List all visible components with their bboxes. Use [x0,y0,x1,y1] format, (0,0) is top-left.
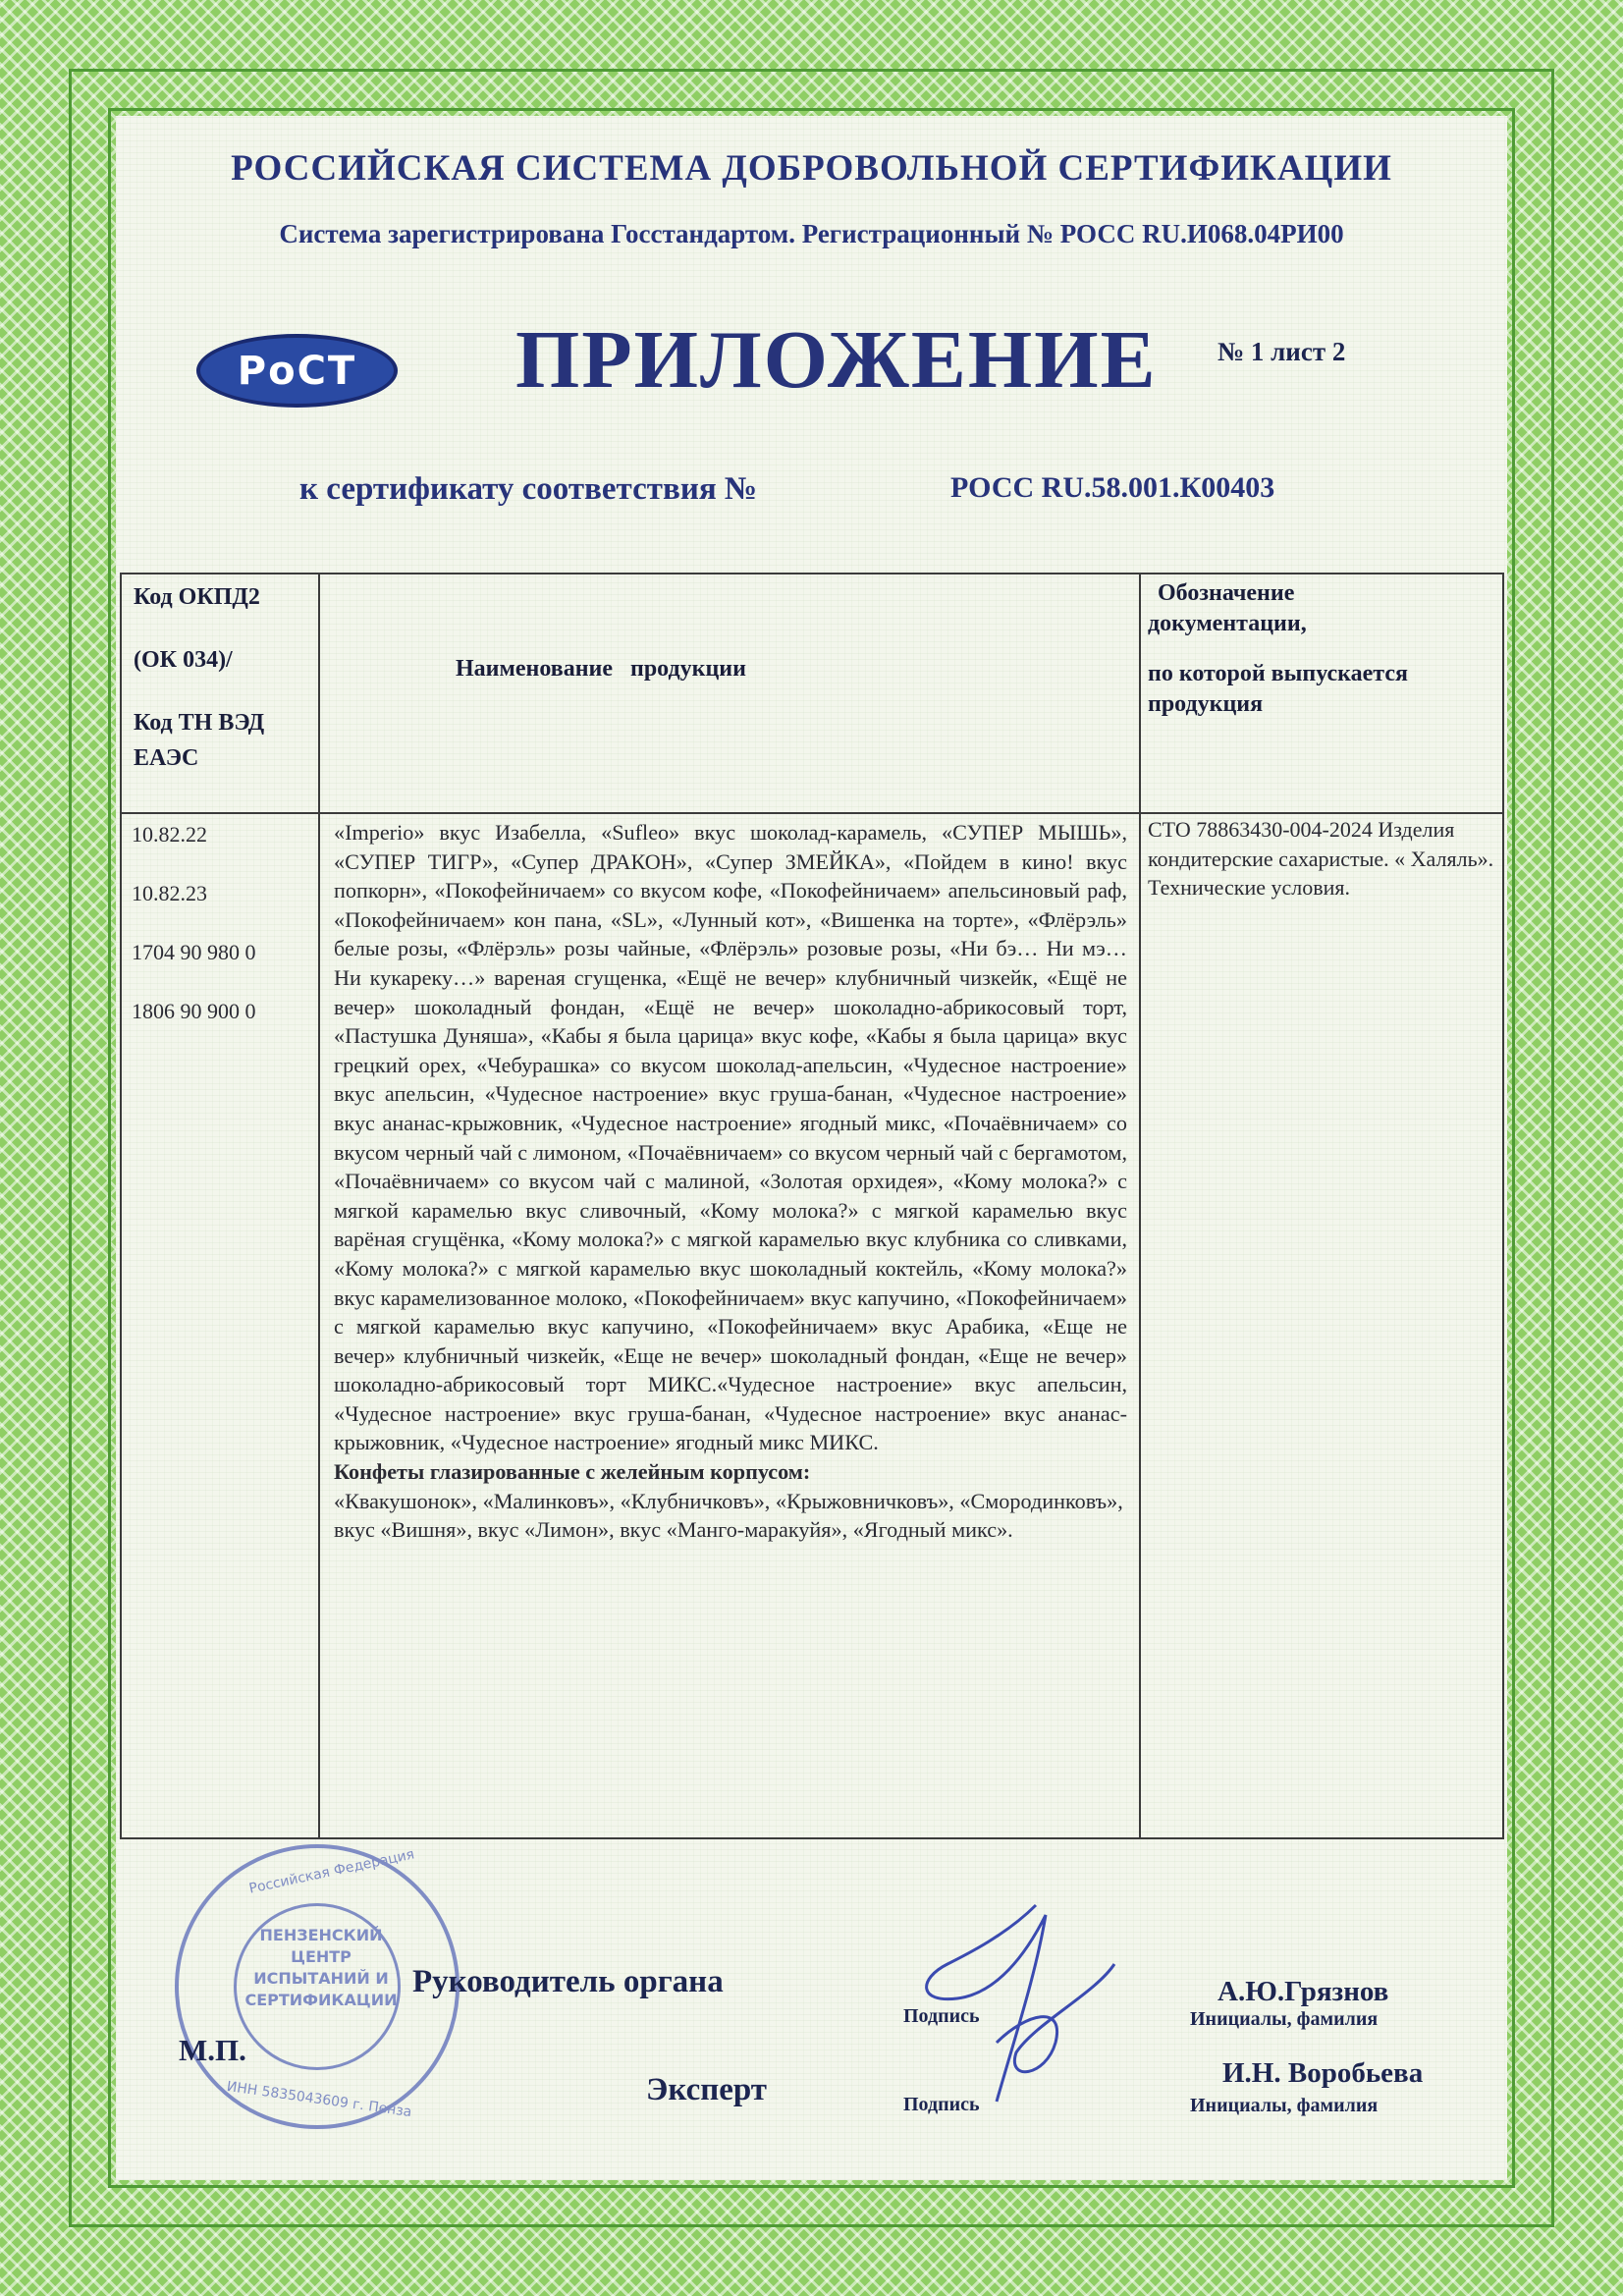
signature-caption-2: Подпись [903,2094,980,2115]
rost-logo [196,334,398,408]
expert-name: И.Н. Воробьева [1222,2057,1424,2089]
code-tnved-2: 1806 90 900 0 [132,999,256,1023]
system-name: РОССИЙСКАЯ СИСТЕМА ДОБРОВОЛЬНОЙ СЕРТИФИКАЦИИ [231,148,1392,189]
header-doc-line: по которой выпускается [1148,661,1408,686]
header-doc-line: Обозначение [1158,580,1295,606]
expert-name-caption: Инициалы, фамилия [1190,2095,1379,2116]
header-doc-line: продукция [1148,691,1264,717]
code-okpd-1: 10.82.22 [132,822,207,847]
code-tnved-1: 1704 90 980 0 [132,940,256,964]
expert-label: Эксперт [646,2072,768,2107]
stamp-ring-top: Российская Федерация [247,1846,416,1897]
document-title: ПРИЛОЖЕНИЕ [515,314,1158,406]
registration-line: Система зарегистрирована Госстандартом. Регистрационный № РОСС RU.И068.04РИ00 [279,219,1344,248]
product-table [120,573,1504,1839]
header-code-line: Код ОКПД2 [134,584,260,610]
header-code-line: ЕАЭС [134,745,199,771]
head-name-caption: Инициалы, фамилия [1190,2008,1379,2030]
header-code-line: Код ТН ВЭД [134,710,265,736]
product-list [334,818,1127,1545]
header-documentation [1148,578,1501,720]
signature-caption-1: Подпись [903,2005,980,2027]
certificate-label: к сертификату соответствия № [299,471,758,507]
header-doc-line: документации, [1148,611,1307,636]
stamp-line: ЦЕНТР [291,1947,352,1966]
product-list-text: «Imperio» вкус Изабелла, «Sufleo» вкус шоколад-карамель, «СУПЕР МЫШЬ», «СУПЕР ТИГР», «Супер ДРАКОН», «Супер ЗМЕЙКА», «Пойдем в кино! вкус попкорн», «Покофейничаем» со вкусом кофе, «Покофейничаем» апельсиновый раф, «Покофейничаем» кон пана, «SL», «Лунный кот», «Вишенка на торте», «Флёрэль» белые розы, «Флёрэль» розы чайные, «Флёрэль» розовые розы, «Ни бэ… Ни мэ… Ни кукареку…» вареная сгущенка, «Ещё не вечер» клубничный чизкейк, «Ещё не вечер» шоколадный фондан, «Ещё не вечер» шоколадно-абрикосовый торт, «Пастушка Дуняша», «Кабы я была царица» вкус кофе, «Кабы я была царица» вкус грецкий орех, «Чебурашка» со вкусом шоколад-апельсин, «Чудесное настроение» вкус апельсин, «Чудесное настроение» вкус груша-банан, «Чудесное настроение» вкус ананас-крыжовник, «Чудесное настроение» ягодный микс, «Почаёвничаем» со вкусом черный чай с лимоном, «Почаёвничаем» со вкусом черный чай с бергамотом, «Почаёвничаем» со вкусом чай с малиной, «Золотая орхидея», «Кому молока?» с мягкой карамелью вкус сливочный, «Кому молока?» с мягкой карамелью вкус варёная сгущёнка, «Кому молока?» с мягкой карамелью вкус клубника со сливками, «Кому молока?» с мягкой карамелью вкус шоколадный коктейль, «Кому молока?» вкус карамелизованное молоко, «Покофейничаем» вкус капучино, «Покофейничаем» с мягкой карамелью вкус капучино, «Покофейничаем» вкус Арабика, «Еще не вечер» клубничный чизкейк, «Еще не вечер» шоколадный фондан, «Еще не вечер» шоколадно-абрикосовый торт МИКС.«Чудесное настроение» вкус апельсин, «Чудесное настроение» вкус груша-банан, «Чудесное настроение» вкус ананас-крыжовник, «Чудесное настроение» ягодный микс МИКС. [334,820,1127,1455]
stamp-line: ПЕНЗЕНСКИЙ [259,1926,383,1944]
head-name: А.Ю.Грязнов [1217,1976,1389,2007]
code-okpd-2: 10.82.23 [132,881,207,905]
product-list-tail: «Квакушонок», «Малинковъ», «Клубничковъ», «Крыжовничковъ», «Смородинковъ», вкус «Вишня», вкус «Лимон», вкус «Манго-маракуйя», «Ягодный микс». [334,1488,1123,1543]
stamp-line: ИСПЫТАНИЙ И [253,1969,389,1988]
logo-text: РоСТ [237,348,357,394]
stamp-center-text [238,1925,405,2011]
table-divider [122,812,1502,814]
sheet-number: № 1 лист 2 [1217,337,1346,366]
documentation-standard: СТО 78863430-004-2024 Изделия кондитерские сахаристые. « Халяль». Технические условия. [1148,817,1494,900]
stamp-ring-bottom: ИНН 5835043609 г. Пенза [225,2078,413,2121]
header-code [134,582,315,773]
head-label: Руководитель органа [412,1964,724,1999]
header-code-line: (ОК 034)/ [134,647,233,673]
header-product-name: Наименование продукции [456,656,746,682]
table-divider [1139,574,1141,1837]
stamp-line: СЕРТИФИКАЦИИ [244,1991,398,2009]
product-subheading: Конфеты глазированные с желейным корпусом: [334,1459,811,1485]
table-divider [318,574,320,1837]
certificate-number: РОСС RU.58.001.К00403 [950,471,1275,504]
mp-label: М.П. [179,2033,246,2067]
